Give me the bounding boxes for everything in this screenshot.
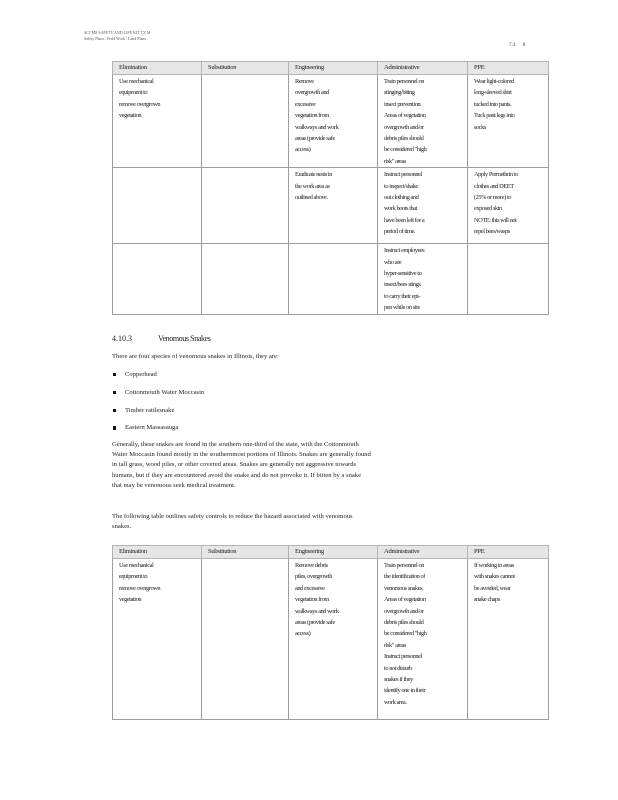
cell-line: clothes and DEET <box>474 182 514 190</box>
cell-line: to not disturb <box>384 664 412 672</box>
cell-line: areas (provide safe <box>295 135 335 143</box>
cell-line: excessive <box>295 100 316 108</box>
cell-line: out clothing and <box>384 194 419 202</box>
bullet-icon <box>113 391 116 394</box>
cell-line: debris piles should <box>384 619 424 627</box>
header-doc-line-2: Safety Plans / Field Work / Land Plans <box>84 36 146 41</box>
bullet-icon <box>113 409 116 412</box>
cell-line: overgrowth and/or <box>384 607 424 615</box>
cell-line: to carry their epi- <box>384 292 420 300</box>
cell-line: piles, overgrowth <box>295 573 332 581</box>
paragraph-line: in tall grass, wood piles, or other covered areas. Snakes are generally not aggressive towards <box>112 461 357 469</box>
table-row <box>113 244 549 314</box>
species-name: Cottonmouth Water Moccasin <box>125 388 205 396</box>
cell-line: Tuck pant legs into <box>474 112 515 120</box>
cell-line: Wear light-colored <box>474 78 514 85</box>
cell-line: debris piles should <box>384 135 424 143</box>
list-item <box>112 406 204 424</box>
column-header-substitution: Substitution <box>202 546 289 559</box>
cell-line: who are <box>384 258 402 266</box>
cell-line: pen while on site <box>384 304 420 312</box>
table-header-row <box>113 546 549 559</box>
cell-line: If working in areas <box>474 562 514 569</box>
cell-line: repel bees/wasps <box>474 228 510 236</box>
table-cell <box>468 75 549 168</box>
table-cell <box>289 75 378 168</box>
insect-controls-table <box>112 61 549 315</box>
table-row <box>113 75 549 168</box>
cell-line: outlined above. <box>295 194 328 202</box>
column-header-substitution: Substitution <box>202 62 289 75</box>
cell-line: vegetation from <box>295 596 329 604</box>
table-cell <box>378 559 468 720</box>
cell-line: Apply Permethrin to <box>474 171 518 179</box>
table-cell <box>378 75 468 168</box>
snake-controls-table <box>112 545 549 720</box>
cell-line: vegetation <box>119 596 142 604</box>
page-number-main: 7.4 <box>509 43 516 48</box>
list-item <box>112 423 204 441</box>
header-doc-line-1: SLT M8 SAFETY AND LIFE KIT TX M <box>84 30 151 35</box>
cell-line: remove overgrown <box>119 100 161 108</box>
cell-line: and excessive <box>295 584 325 592</box>
cell-line: overgrowth and/or <box>384 123 424 131</box>
cell-line: to inspect/shake <box>384 182 418 190</box>
cell-line: the identification of <box>384 573 425 581</box>
cell-line: stinging/biting <box>384 89 415 97</box>
table-cell <box>113 559 202 720</box>
cell-line: be considered "high <box>384 630 427 638</box>
cell-line: Remove <box>295 78 314 85</box>
cell-line: snake chaps <box>474 596 500 604</box>
page-number-sub: 8 <box>522 43 526 48</box>
column-header-ppe: PPE <box>468 546 549 559</box>
column-header-engineering: Engineering <box>289 546 378 559</box>
cell-line: Areas of vegetation <box>384 112 426 120</box>
bullet-icon <box>113 426 116 429</box>
cell-line: remove overgrown <box>119 584 161 592</box>
species-intro: There are four species of venomous snakes in Illinois, they are: <box>112 353 279 360</box>
species-name: Eastern Massasauga <box>125 424 179 432</box>
column-header-ppe: PPE <box>468 62 549 75</box>
species-list <box>112 370 204 441</box>
cell-line: walkways and work <box>295 607 339 615</box>
cell-line: vegetation <box>119 112 142 120</box>
page-number <box>509 43 525 48</box>
column-header-administrative: Administrative <box>378 546 468 559</box>
cell-line: risk" areas <box>384 157 406 165</box>
table-cell <box>202 244 289 314</box>
cell-line: Remove debris <box>295 562 328 569</box>
column-header-engineering: Engineering <box>289 62 378 75</box>
cell-line: access) <box>295 146 311 154</box>
table-intro-paragraph <box>112 512 472 532</box>
cell-line: overgrowth and <box>295 89 329 97</box>
column-header-elimination: Elimination <box>113 546 202 559</box>
cell-line: tucked into pants. <box>474 100 512 108</box>
cell-line: Train personnel on <box>384 562 424 569</box>
paragraph-line: humans, but if they are encountered avoid the snake and do not provoke it. If bitten by a snake <box>112 471 362 479</box>
cell-line: areas (provide safe <box>295 619 335 627</box>
table-cell <box>289 168 378 244</box>
table-header-row <box>113 62 549 75</box>
cell-line: vegetation from <box>295 112 329 120</box>
cell-line: exposed skin <box>474 205 502 213</box>
table-cell <box>113 168 202 244</box>
cell-line: long-sleeved shirt <box>474 89 512 97</box>
table-cell <box>113 75 202 168</box>
cell-line: be avoided, wear <box>474 584 511 592</box>
cell-line: Instruct personnel <box>384 171 422 179</box>
section-title: Venomous Snakes <box>158 334 211 343</box>
table-cell <box>468 168 549 244</box>
cell-line: venomous snakes. <box>384 584 424 592</box>
table-cell <box>378 168 468 244</box>
cell-line: insect/bees stings <box>384 281 421 289</box>
cell-line: access) <box>295 630 311 638</box>
cell-line: NOTE: this will not <box>474 216 517 224</box>
document-header <box>84 30 151 42</box>
column-header-administrative: Administrative <box>378 62 468 75</box>
bullet-icon <box>113 373 116 376</box>
table-cell <box>289 559 378 720</box>
table-cell <box>202 559 289 720</box>
cell-line: (25% or more) to <box>474 194 511 202</box>
table-cell <box>468 559 549 720</box>
cell-line: Use mechanical <box>119 562 154 569</box>
list-item <box>112 388 204 406</box>
column-header-elimination: Elimination <box>113 62 202 75</box>
table-cell <box>378 244 468 314</box>
paragraph-line: that may be venomous seek medical treatment. <box>112 481 236 489</box>
table-cell <box>113 244 202 314</box>
cell-line: equipment to <box>119 89 148 97</box>
species-name: Copperhead <box>125 371 157 378</box>
table-cell <box>202 168 289 244</box>
cell-line: equipment to <box>119 573 148 581</box>
cell-line: work boots that <box>384 205 418 213</box>
habitat-paragraph <box>112 440 472 491</box>
cell-line: have been left for a <box>384 216 425 224</box>
cell-line: insect prevention. <box>384 100 422 108</box>
cell-line: with snakes cannot <box>474 573 515 581</box>
cell-line: Use mechanical <box>119 78 154 85</box>
cell-line: the work area as <box>295 182 330 190</box>
paragraph-line: Generally, these snakes are found in the southern one-third of the state, with the Cottonmouth <box>112 441 359 448</box>
table-cell <box>289 244 378 314</box>
table-cell <box>468 244 549 314</box>
table-cell <box>202 75 289 168</box>
paragraph-line: Water Moccasin found mostly in the southernmost portions of Illinois. Snakes are generally found <box>112 451 371 459</box>
cell-line: Instruct employees <box>384 247 425 255</box>
table-row <box>113 559 549 720</box>
species-name: Timber rattlesnake <box>125 406 175 414</box>
cell-line: Instruct personnel <box>384 653 422 661</box>
paragraph-line: snakes. <box>112 523 132 531</box>
cell-line: Areas of vegetation <box>384 596 426 604</box>
cell-line: snakes if they <box>384 676 413 684</box>
cell-line: period of time. <box>384 228 416 236</box>
list-item <box>112 370 204 388</box>
cell-line: be considered "high <box>384 146 427 154</box>
paragraph-line: The following table outlines safety controls to reduce the hazard associated with venomous <box>112 513 353 520</box>
cell-line: hyper-sensitive to <box>384 270 422 278</box>
section-number: 4.10.3 <box>112 334 132 343</box>
cell-line: socks <box>474 123 486 131</box>
cell-line: identify one in their <box>384 687 426 695</box>
cell-line: Train personnel on <box>384 78 424 85</box>
cell-line: risk" areas <box>384 641 406 649</box>
cell-line: Eradicate nests in <box>295 171 332 179</box>
cell-line: walkways and work <box>295 123 339 131</box>
cell-line: work area. <box>384 698 407 706</box>
table-row <box>113 168 549 244</box>
